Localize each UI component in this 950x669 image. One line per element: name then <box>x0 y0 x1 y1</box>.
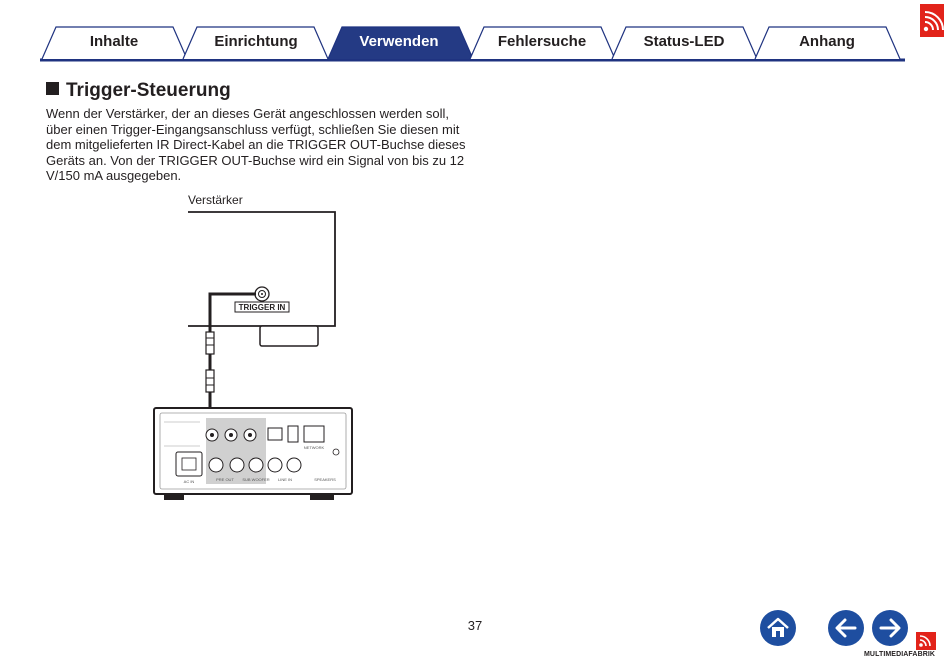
wifi-logo-icon <box>916 632 936 650</box>
tab-inhalte[interactable] <box>42 27 187 59</box>
brand-name: MULTIMEDIAFABRIK <box>864 651 936 658</box>
pre-out-label: PRE OUT <box>216 477 234 482</box>
network-label: NETWORK <box>303 445 325 450</box>
tab-label: Fehlersuche <box>497 33 587 50</box>
tab-label: Status-LED <box>643 33 725 50</box>
body-line: Geräts an. Von der TRIGGER OUT-Buchse wird ein Signal von bis zu 12 <box>46 152 465 168</box>
tab-fehlersuche[interactable] <box>470 27 615 59</box>
tab-label: Einrichtung <box>214 33 298 50</box>
home-button[interactable] <box>759 609 797 647</box>
tab-label: Verwenden <box>359 33 439 50</box>
page-number: 37 <box>467 618 483 633</box>
section-title <box>46 80 231 102</box>
body-line: V/150 mA ausgegeben. <box>46 168 182 183</box>
body-line: Wenn der Verstärker, der an dieses Gerät angeschlossen werden soll, <box>46 106 449 121</box>
tab-verwenden[interactable] <box>328 27 473 59</box>
ac-in-label: AC IN <box>183 479 195 484</box>
wifi-logo-icon <box>920 4 944 37</box>
body-line: über einen Trigger-Eingangsanschluss verfügt, schließen Sie diesen mit <box>46 121 460 137</box>
amplifier-label: Verstärker <box>188 193 243 207</box>
subwoofer-label: SUB WOOFER <box>242 477 270 482</box>
tab-anhang[interactable] <box>755 27 900 59</box>
tab-label: Anhang <box>799 33 855 50</box>
trigger-in-label: TRIGGER IN <box>238 303 286 312</box>
square-bullet-icon <box>46 82 59 95</box>
tab-bar <box>0 0 950 70</box>
device-rear-panel <box>154 408 352 500</box>
section-title-text: Trigger-Steuerung <box>66 80 231 101</box>
body-line: dem mitgelieferten IR Direct-Kabel an die TRIGGER OUT-Buchse dieses <box>46 137 466 152</box>
tab-einrichtung[interactable] <box>183 27 328 59</box>
line-in-label: LINE IN <box>277 477 293 482</box>
connection-diagram <box>140 190 370 510</box>
previous-page-button[interactable] <box>827 609 865 647</box>
body-text <box>46 106 466 184</box>
brand-logo <box>862 632 942 666</box>
tab-label: Inhalte <box>89 33 139 50</box>
speakers-label: SPEAKERS <box>314 477 336 482</box>
tab-status-led[interactable] <box>612 27 757 59</box>
